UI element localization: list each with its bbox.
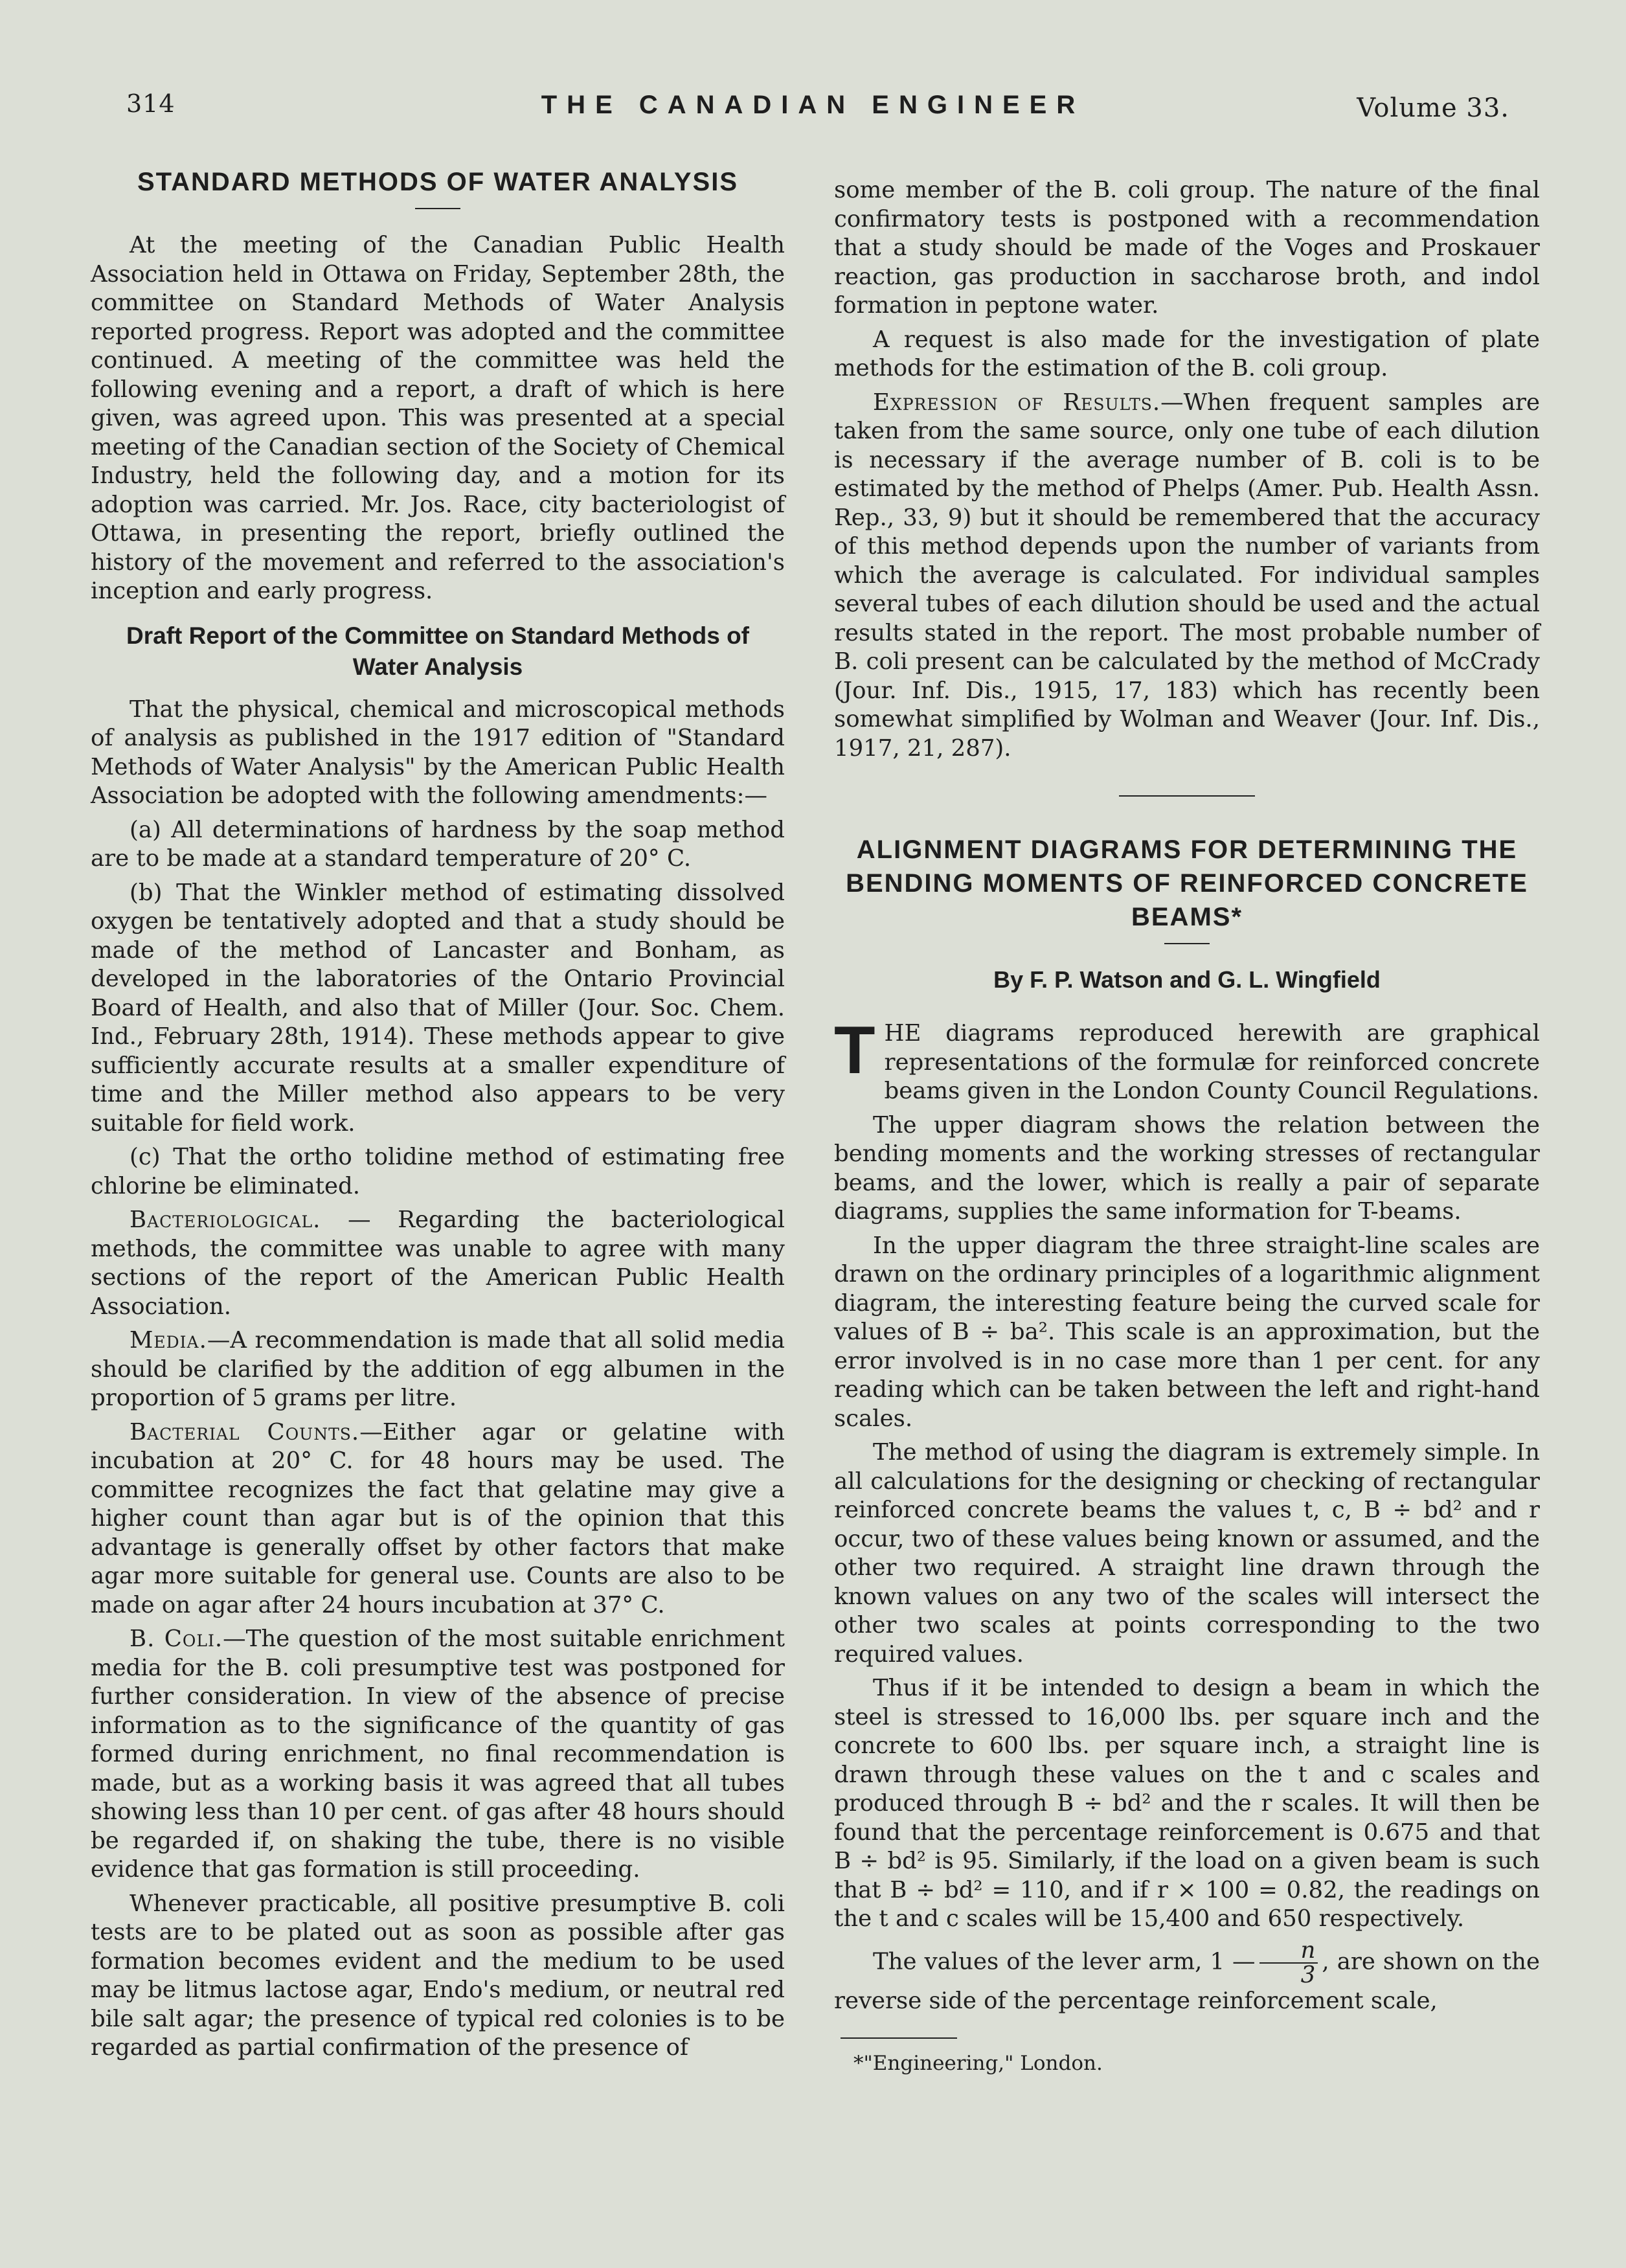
method-paragraph: The method of using the diagram is extremely simple. In all calculations for the designing or checking of rectangular reinforced concrete beams the values t, c, B ÷ bd² and r occur, two of these values being known or assumed, and the other two required. A straight line drawn through the known values on any two of the scales will intersect the other two scales at points corresponding to the two required values. — [834, 1439, 1540, 1668]
draft-report-title: Draft Report of the Committee on Standard Methods of Water Analysis — [126, 622, 749, 680]
amendment-c: (c) That the ortho tolidine method of estimating free chlorine be eliminated. — [91, 1144, 785, 1199]
amendment-a: (a) All determinations of hardness by the soap method are to be made at a standard temperature of 20° C. — [91, 816, 785, 872]
footnote-rule — [841, 2037, 957, 2039]
scales-paragraph: In the upper diagram the three straight-line scales are drawn on the ordinary principles of a logarithmic alignment diagram, the interesting feature being the curved scale for values of B ÷ ba². This scale is an approximation, but the error involved is in no case more than 1 per cent. for any reading which can be taken between the left and right-hand scales. — [834, 1232, 1540, 1432]
b-coli-heading: B. Coli. — [130, 1626, 223, 1652]
bacteriological-text: — Regarding the bacteriological methods, the committee was unable to agree with many sections of the report of the American Public Health Association. — [91, 1207, 785, 1320]
b-coli-paragraph — [91, 1625, 785, 1885]
media-text: —A recommendation is made that all solid media should be clarified by the addition of egg albumen in the proportion of 5 grams per litre. — [91, 1327, 785, 1411]
byline: By F. P. Watson and G. L. Wingfield — [993, 966, 1381, 993]
dropcap: T — [834, 1013, 875, 1088]
amendment-b: (b) That the Winkler method of estimating dissolved oxygen be tentatively adopted and that a study should be made of the method of Lancaster and Bonham, as developed in the laboratories of the Ontario Provincial Board of Health, and also that of Miller (Jour. Soc. Chem. Ind., February 28th, 1914). These methods appear to give sufficiently accurate results at a smaller expenditure of time and the Miller method also appears to be very suitable for field work. — [91, 879, 785, 1137]
example-paragraph: Thus if it be intended to design a beam in which the steel is stressed to 16,000 lbs. per square inch and the concrete to 600 lbs. per square inch, a straight line is drawn through these values on the t and c scales and produced through B ÷ bd² and the r scales. It will then be found that the percentage reinforcement is 0.675 and that B ÷ bd² is 95. Similarly, if the load on a given beam is such that B ÷ bd² = 110, and if r × 100 = 0.82, the readings on the t and c scales will be 15,400 and 650 respectively. — [834, 1675, 1540, 1932]
first-paragraph-text: HE diagrams reproduced herewith are graphical representations of the formulæ for reinforced concrete beams given in the London County Council Regulations. — [884, 1020, 1540, 1104]
article-title: STANDARD METHODS OF WATER ANALYSIS — [137, 168, 739, 196]
article2-title: ALIGNMENT DIAGRAMS FOR DETERMINING THE BENDING MOMENTS OF REINFORCED CONCRETE BEAMS* — [846, 835, 1528, 931]
expression-paragraph — [834, 389, 1540, 764]
title-rule — [415, 208, 460, 209]
request-paragraph: A request is also made for the investigation of plate methods for the estimation of the B. coli group. — [834, 326, 1540, 381]
bacterial-counts-heading: Bacterial Counts. — [130, 1418, 360, 1446]
left-column — [91, 165, 785, 2068]
lever-arm-text-before: The values of the lever arm, 1 — — [873, 1948, 1256, 1975]
media-heading: Media. — [130, 1327, 207, 1354]
fraction-denominator: 3 — [1300, 1961, 1316, 1988]
page-number: 314 — [126, 89, 175, 118]
page-header — [0, 89, 1626, 128]
expression-text: —When frequent samples are taken from the same source, only one tube of each dilution is necessary if the average number of B. coli is to be estimated by the method of Phelps (Amer. Pub. Health Assn. Rep., 33, 9) but it should be remembered that the accuracy of this method depends upon the number of variants from which the average is calculated. For individual samples several tubes of each dilution should be used and the actual results stated in the report. The most probable number of B. coli present can be calculated by the method of McCrady (Jour. Inf. Dis., 1915, 17, 183) which has recently been somewhat simplified by Wolman and Weaver (Jour. Inf. Dis., 1917, 21, 287). — [834, 389, 1540, 762]
intro-paragraph: At the meeting of the Canadian Public Health Association held in Ottawa on Friday, September 28th, the committee on Standard Methods of Water Analysis reported progress. Report was adopted and the committee continued. A meeting of the committee was held the following evening and a report, a draft of which is here given, was agreed upon. This was presented at a special meeting of the Canadian section of the Society of Chemical Industry, held the following day, and a motion for its adoption was carried. Mr. Jos. Race, city bacteriologist of Ottawa, in presenting the report, briefly outlined the history of the movement and referred to the association's inception and early progress. — [91, 232, 785, 604]
bacteriological-paragraph — [91, 1206, 785, 1321]
draft-intro-paragraph: That the physical, chemical and microscopical methods of analysis as published in the 1917 edition of "Standard Methods of Water Analysis" by the American Public Health Association be adopted with the following amendments:— — [91, 696, 785, 809]
lever-arm-text-after: , are shown on the reverse side of the percentage reinforcement scale, — [834, 1948, 1540, 2014]
journal-title: THE CANADIAN ENGINEER — [541, 91, 1085, 119]
lever-arm-fraction — [1259, 1936, 1318, 1988]
expression-heading: Expression of Results. — [873, 389, 1161, 416]
upper-diagram-paragraph: The upper diagram shows the relation between the bending moments and the working stresses of rectangular beams, and the lower, which is really a pair of separate diagrams, supplies the same information for T-beams. — [834, 1111, 1540, 1225]
continuation-paragraph: some member of the B. coli group. The nature of the final confirmatory tests is postponed with a recommendation that a study should be made of the Voges and Proskauer reaction, gas production in saccharose broth, and indol formation in peptone water. — [834, 177, 1540, 319]
whenever-paragraph: Whenever practicable, all positive presumptive B. coli tests are to be plated out as soon as possible after gas formation becomes evident and the medium to be used may be litmus lactose agar, Endo's medium, or neutral red bile salt agar; the presence of typical red colonies is to be regarded as partial confirmation of the presence of — [91, 1890, 785, 2061]
article2-title-rule — [1164, 943, 1210, 944]
section-divider — [1119, 795, 1255, 797]
fraction-numerator: n — [1259, 1939, 1318, 1964]
right-column — [834, 176, 1540, 2083]
lever-arm-paragraph — [834, 1936, 1540, 2016]
media-paragraph — [91, 1326, 785, 1413]
volume-label: Volume 33. — [1357, 93, 1509, 123]
first-paragraph — [834, 1013, 1540, 1106]
bacterial-counts-paragraph — [91, 1418, 785, 1620]
bacterial-counts-text: —Either agar or gelatine with incubation at 20° C. for 48 hours may be used. The committee recognizes the fact that gelatine may give a higher count than agar but is of the opinion that this advantage is generally offset by other factors that make agar more suitable for general use. Counts are also to be made on agar after 24 hours incubation at 37° C. — [91, 1418, 785, 1618]
footnote: *"Engineering," London. — [853, 2052, 1103, 2075]
b-coli-text: —The question of the most suitable enrichment media for the B. coli presumptive test was postponed for further consideration. In view of the absence of precise information as to the significance of the quantity of gas formed during enrichment, no final recommendation is made, but as a working basis it was agreed that all tubes showing less than 10 per cent. of gas after 48 hours should be regarded if, on shaking the tube, there is no visible evidence that gas formation is still proceeding. — [91, 1626, 785, 1883]
bacteriological-heading: Bacteriological. — [130, 1207, 321, 1233]
